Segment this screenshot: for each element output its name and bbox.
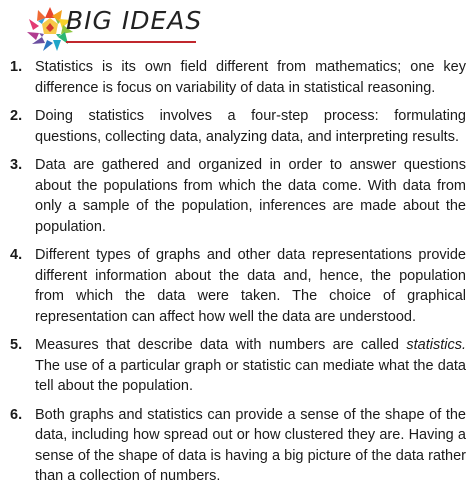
item-number: 4. [10,247,23,263]
item-text-part: Measures that describe data with numbers are called [35,337,407,353]
page-title: BIG IDEAS [66,6,203,35]
item-number: 6. [10,406,23,423]
item-text: Different types of graphs and other data representations provide different information about the data and, hence, the population from which the data were taken. The choice of graphical representation can affect how well the data are understood. [35,247,466,325]
list-item [0,155,474,237]
list-item [0,405,474,487]
list-item [0,106,474,147]
emphasized-term: statistics. [406,337,466,353]
item-number: 3. [10,157,23,173]
item-number: 5. [10,337,23,353]
item-text: Both graphs and statistics can provide a sense of the shape of the data, including how spread out or how clustered they are. Having a sense of the shape of data is having a big picture of the data rather than a collection of numbers. [35,406,466,484]
list-item [0,57,474,98]
item-text [35,335,466,397]
big-ideas-list [0,57,474,495]
item-number: 2. [10,108,23,124]
item-text-part: The use of a particular graph or statistic can mediate what the data tell about the population. [35,357,466,394]
title-underline [66,41,196,43]
item-number: 1. [10,59,23,75]
list-item [0,335,474,397]
item-text: Data are gathered and organized in order to answer questions about the populations from which the data come. With data from only a sample of the population, inferences are made about the population. [35,157,466,235]
item-text: Statistics is its own field different from mathematics; one key difference is focus on variability of data in statistical reasoning. [35,59,466,96]
list-item [0,245,474,327]
item-text: Doing statistics involves a four-step process: formulating questions, collecting data, analyzing data, and interpreting results. [35,108,466,145]
header [0,0,474,56]
